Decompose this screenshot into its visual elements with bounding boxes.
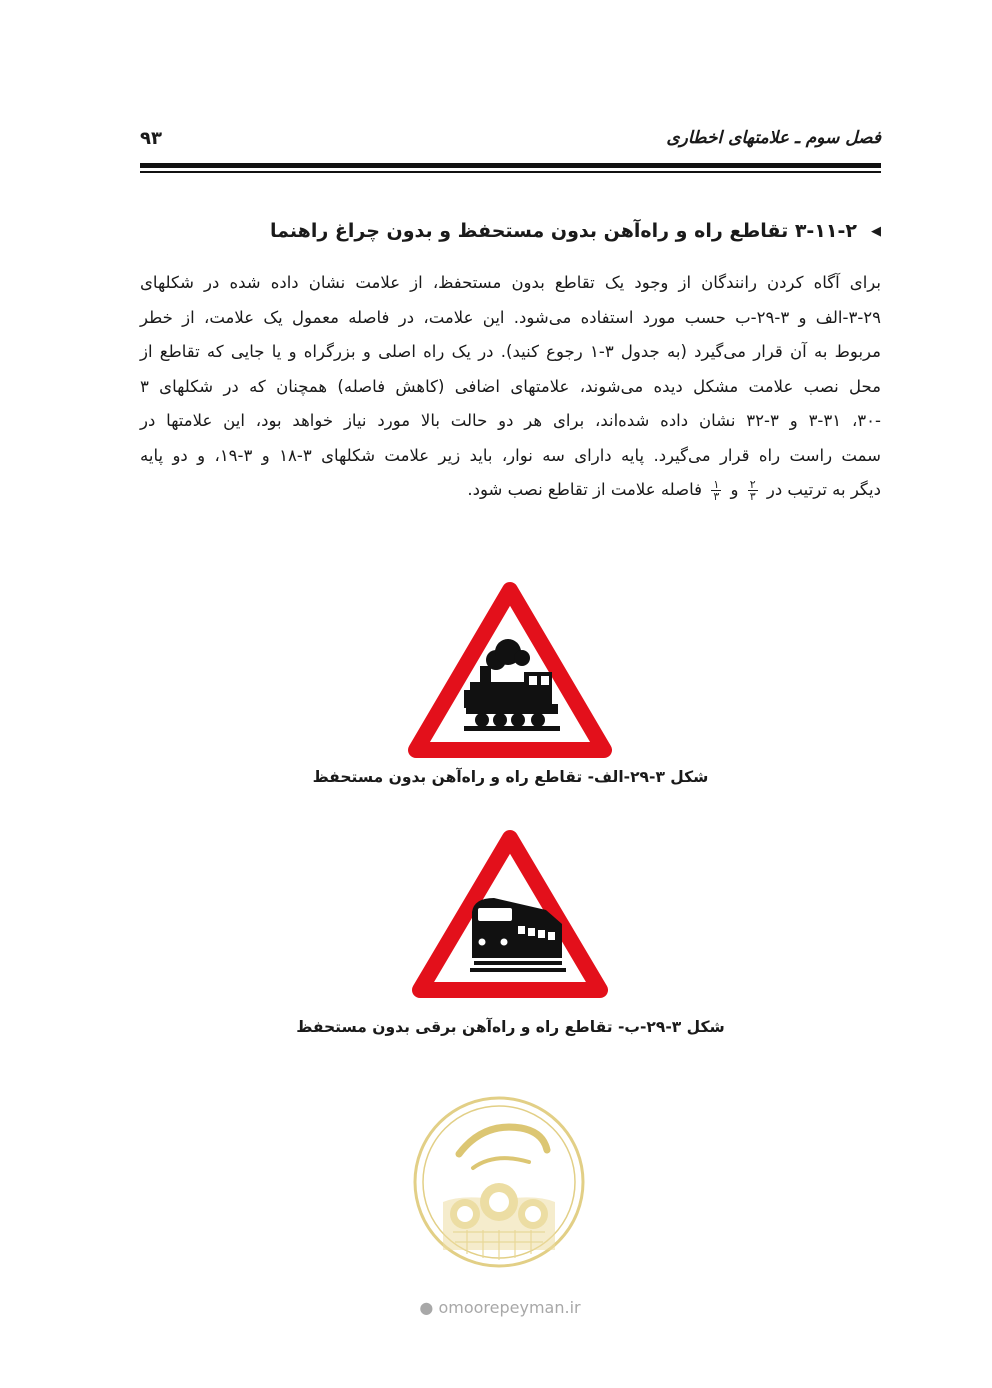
paragraph-line: سمت راست راه قرار می‌گیرد. پایه دارای سه نوار، باید زیر علامت شکلهای ۳-۱۸ و ۳-۱۹، و دو پایه (140, 445, 881, 465)
body-paragraph (140, 266, 881, 508)
figure-caption-a: شکل ۳-۲۹-الف- تقاطع راه و راه‌آهن بدون مستحفظ (312, 768, 709, 786)
last-line-end: فاصله علامت از تقاطع نصب شود. (467, 480, 703, 499)
railway-crossing-sign-steam (408, 580, 612, 760)
fraction-numerator: ۲ (749, 478, 756, 491)
paragraph-last-line (140, 473, 881, 508)
fraction-denominator: ۳ (749, 490, 756, 503)
chapter-title: فصل سوم ـ علامتهای اخطاری (666, 128, 881, 148)
last-line-conjunction: و (730, 480, 739, 499)
paragraph-line: مربوط به آن قرار می‌گیرد (به جدول ۳-۱ رجوع کنید). در یک راه اصلی و بزرگراه و یا جایی که تقاطع از (140, 342, 881, 361)
section-heading-text: ۳-۱۱-۲ تقاطع راه و راه‌آهن بدون مستحفظ و بدون چراغ راهنما (270, 220, 857, 242)
watermark-url-text: omoorepeyman.ir (438, 1298, 581, 1317)
paragraph-line: -۳۰، ۳-۳۱ و ۳-۳۲ نشان داده شده‌اند، برای هر دو حالت بالا مورد نیاز خواهد بود، این علامتها در (140, 411, 881, 430)
railway-crossing-sign-electric (412, 828, 608, 1000)
page-header (140, 122, 881, 158)
watermark-url-icon: ● (419, 1298, 434, 1317)
paragraph-line: ۳-۲۹-الف و ۳-۲۹-ب حسب مورد استفاده می‌شود. این علامت، در فاصله معمول یک علامت، از خطر (140, 307, 881, 327)
header-rule-thick (140, 163, 881, 168)
paragraph-line: محل نصب علامت مشکل دیده می‌شوند، علامتهای اضافی (کاهش فاصله) همچنان که در شکلهای ۳ (140, 376, 881, 396)
last-line-start: دیگر به ترتیب در (766, 480, 881, 499)
watermark-logo (403, 1082, 595, 1292)
fraction-one-third (711, 479, 721, 502)
header-rule-thin (140, 171, 881, 173)
page-number: ۹۳ (140, 128, 162, 149)
section-heading (270, 220, 881, 242)
fraction-two-thirds (748, 479, 758, 502)
bullet-icon: ◀ (871, 224, 881, 239)
figure-caption-b: شکل ۳-۲۹-ب- تقاطع راه و راه‌آهن برقی بدون مستحفظ (296, 1018, 725, 1036)
fraction-denominator: ۳ (713, 490, 720, 503)
watermark-url (300, 1298, 700, 1317)
fraction-numerator: ۱ (713, 478, 720, 491)
paragraph-line: برای آگاه کردن رانندگان از وجود یک تقاطع بدون مستحفظ، از علامت نشان داده شده در شکلهای (140, 273, 881, 292)
